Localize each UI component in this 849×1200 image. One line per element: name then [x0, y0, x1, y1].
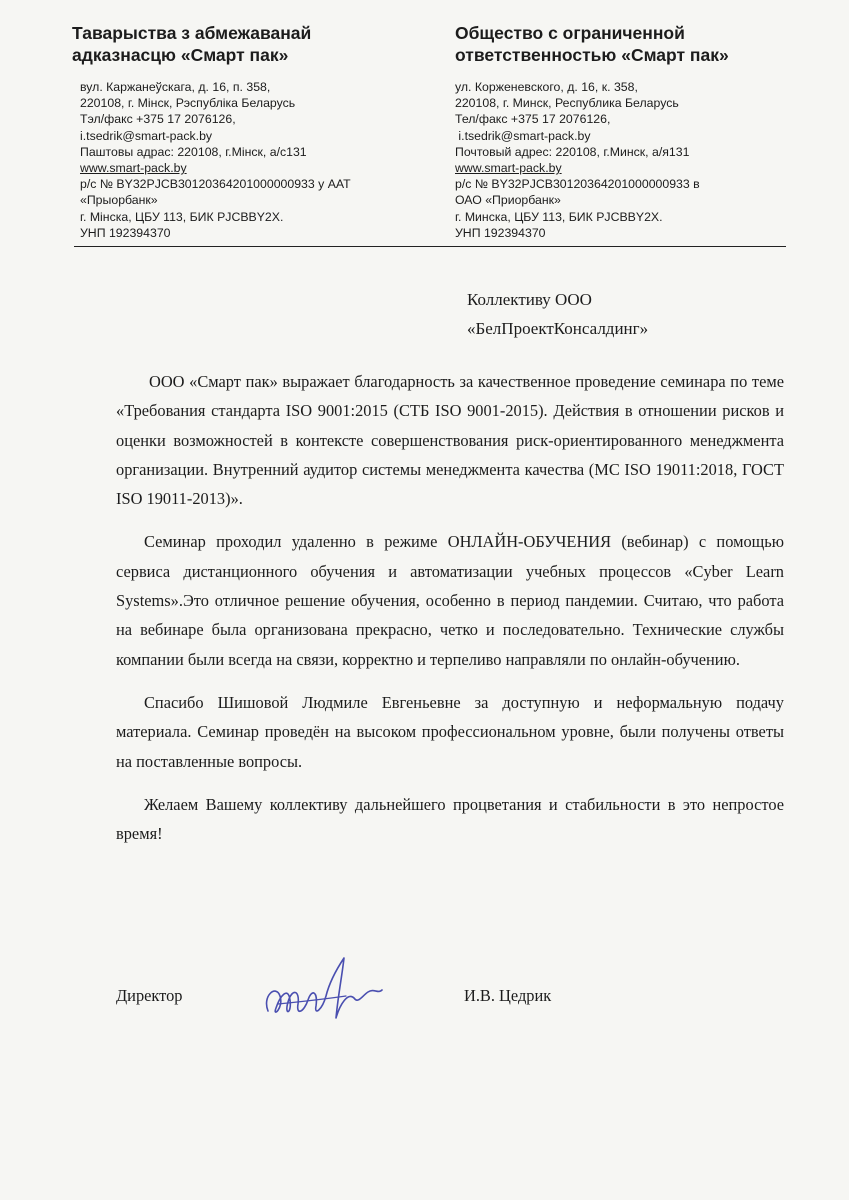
bank-branch-line: г. Мінска, ЦБУ 113, БИК PJCBBY2X. [80, 209, 284, 224]
address-line: вул. Каржанеўскага, д. 16, п. 358, [80, 80, 271, 94]
signatory-name: И.В. Цедрик [464, 986, 552, 1005]
signatory-title: Директор [116, 986, 183, 1005]
bank-name-line: ОАО «Приорбанк» [455, 193, 561, 208]
header-divider [74, 246, 786, 247]
org-name-line: адказнасцю «Смарт пак» [72, 45, 289, 65]
body-paragraph: Спасибо Шишовой Людмиле Евгеньевне за доступную и неформальную подачу материала. Семинар проведён на высоком профессиональном уровне, были получены ответы на поставленные вопросы. [116, 692, 784, 771]
header-right-column [455, 22, 835, 241]
handwritten-signature [258, 956, 398, 1036]
body-paragraph: Семинар проходил удаленно в режиме ОНЛАЙН-ОБУЧЕНИЯ (вебинар) с помощью сервиса дистанционного обучения и автоматизации учебных процессов «Cyber Learn Systems».Это отличное решение обучения, особенно в период пандемии. Считаю, что работа на вебинаре была организована прекрасно, четко и последовательно. Технические службы компании были всегда на связи, корректно и терпеливо направляли по онлайн-обучению. [116, 532, 784, 669]
address-line: 220108, г. Минск, Республика Беларусь [455, 96, 679, 111]
recipient-block [467, 285, 648, 343]
postal-address-line: Паштовы адрас: 220108, г.Мінск, а/с131 [80, 144, 307, 159]
recipient-line: «БелПроектКонсалдинг» [467, 319, 649, 338]
bank-account-line: р/с № BY32PJCB30120364201000000933 в [455, 177, 700, 192]
website-link[interactable]: www.smart-pack.by [455, 161, 562, 176]
phone-fax-line: Тэл/факс +375 17 2076126, [80, 112, 236, 127]
email-line: i.tsedrik@smart-pack.by [80, 128, 213, 143]
org-name-line: ответственностью «Смарт пак» [455, 45, 729, 65]
bank-account-line: р/с № BY32PJCB30120364201000000933 у ААТ [80, 177, 351, 192]
bank-name-line: «Прыорбанк» [80, 193, 158, 208]
body-paragraph: ООО «Смарт пак» выражает благодарность за качественное проведение семинара по теме «Требования стандарта ISO 9001:2015 (СТБ ISO 9001-2015). Действия в отношении рисков и оценки возможностей в контексте совершенствования риск-ориентированного менеджмента организации. Внутренний аудитор системы менеджмента качества (МС ISO 19011:2018, ГОСТ ISO 19011-2013)». [116, 372, 784, 509]
header-left-column [72, 22, 430, 241]
address-block-belarusian [80, 79, 430, 241]
recipient-line: Коллективу ООО [467, 290, 592, 309]
body-paragraph: Желаем Вашему коллективу дальнейшего процветания и стабильности в это непростое время! [116, 794, 784, 844]
org-name-line: Общество с ограниченной [455, 23, 685, 43]
signature-row [116, 986, 796, 1046]
phone-fax-line: Тел/факс +375 17 2076126, [455, 112, 611, 127]
address-line: ул. Корженевского, д. 16, к. 358, [455, 80, 638, 94]
website-link[interactable]: www.smart-pack.by [80, 161, 187, 176]
address-block-russian [455, 79, 835, 241]
letter-body [116, 367, 784, 862]
org-name-russian [455, 22, 835, 66]
unp-line: УНП 192394370 [455, 225, 546, 240]
org-name-line: Таварыства з абмежаванай [72, 23, 312, 43]
address-line: 220108, г. Мінск, Рэспубліка Беларусь [80, 96, 296, 111]
postal-address-line: Почтовый адрес: 220108, г.Минск, а/я131 [455, 144, 690, 159]
org-name-belarusian [72, 22, 430, 66]
unp-line: УНП 192394370 [80, 225, 171, 240]
bank-branch-line: г. Минска, ЦБУ 113, БИК PJCBBY2X. [455, 209, 663, 224]
email-line: i.tsedrik@smart-pack.by [455, 128, 591, 143]
